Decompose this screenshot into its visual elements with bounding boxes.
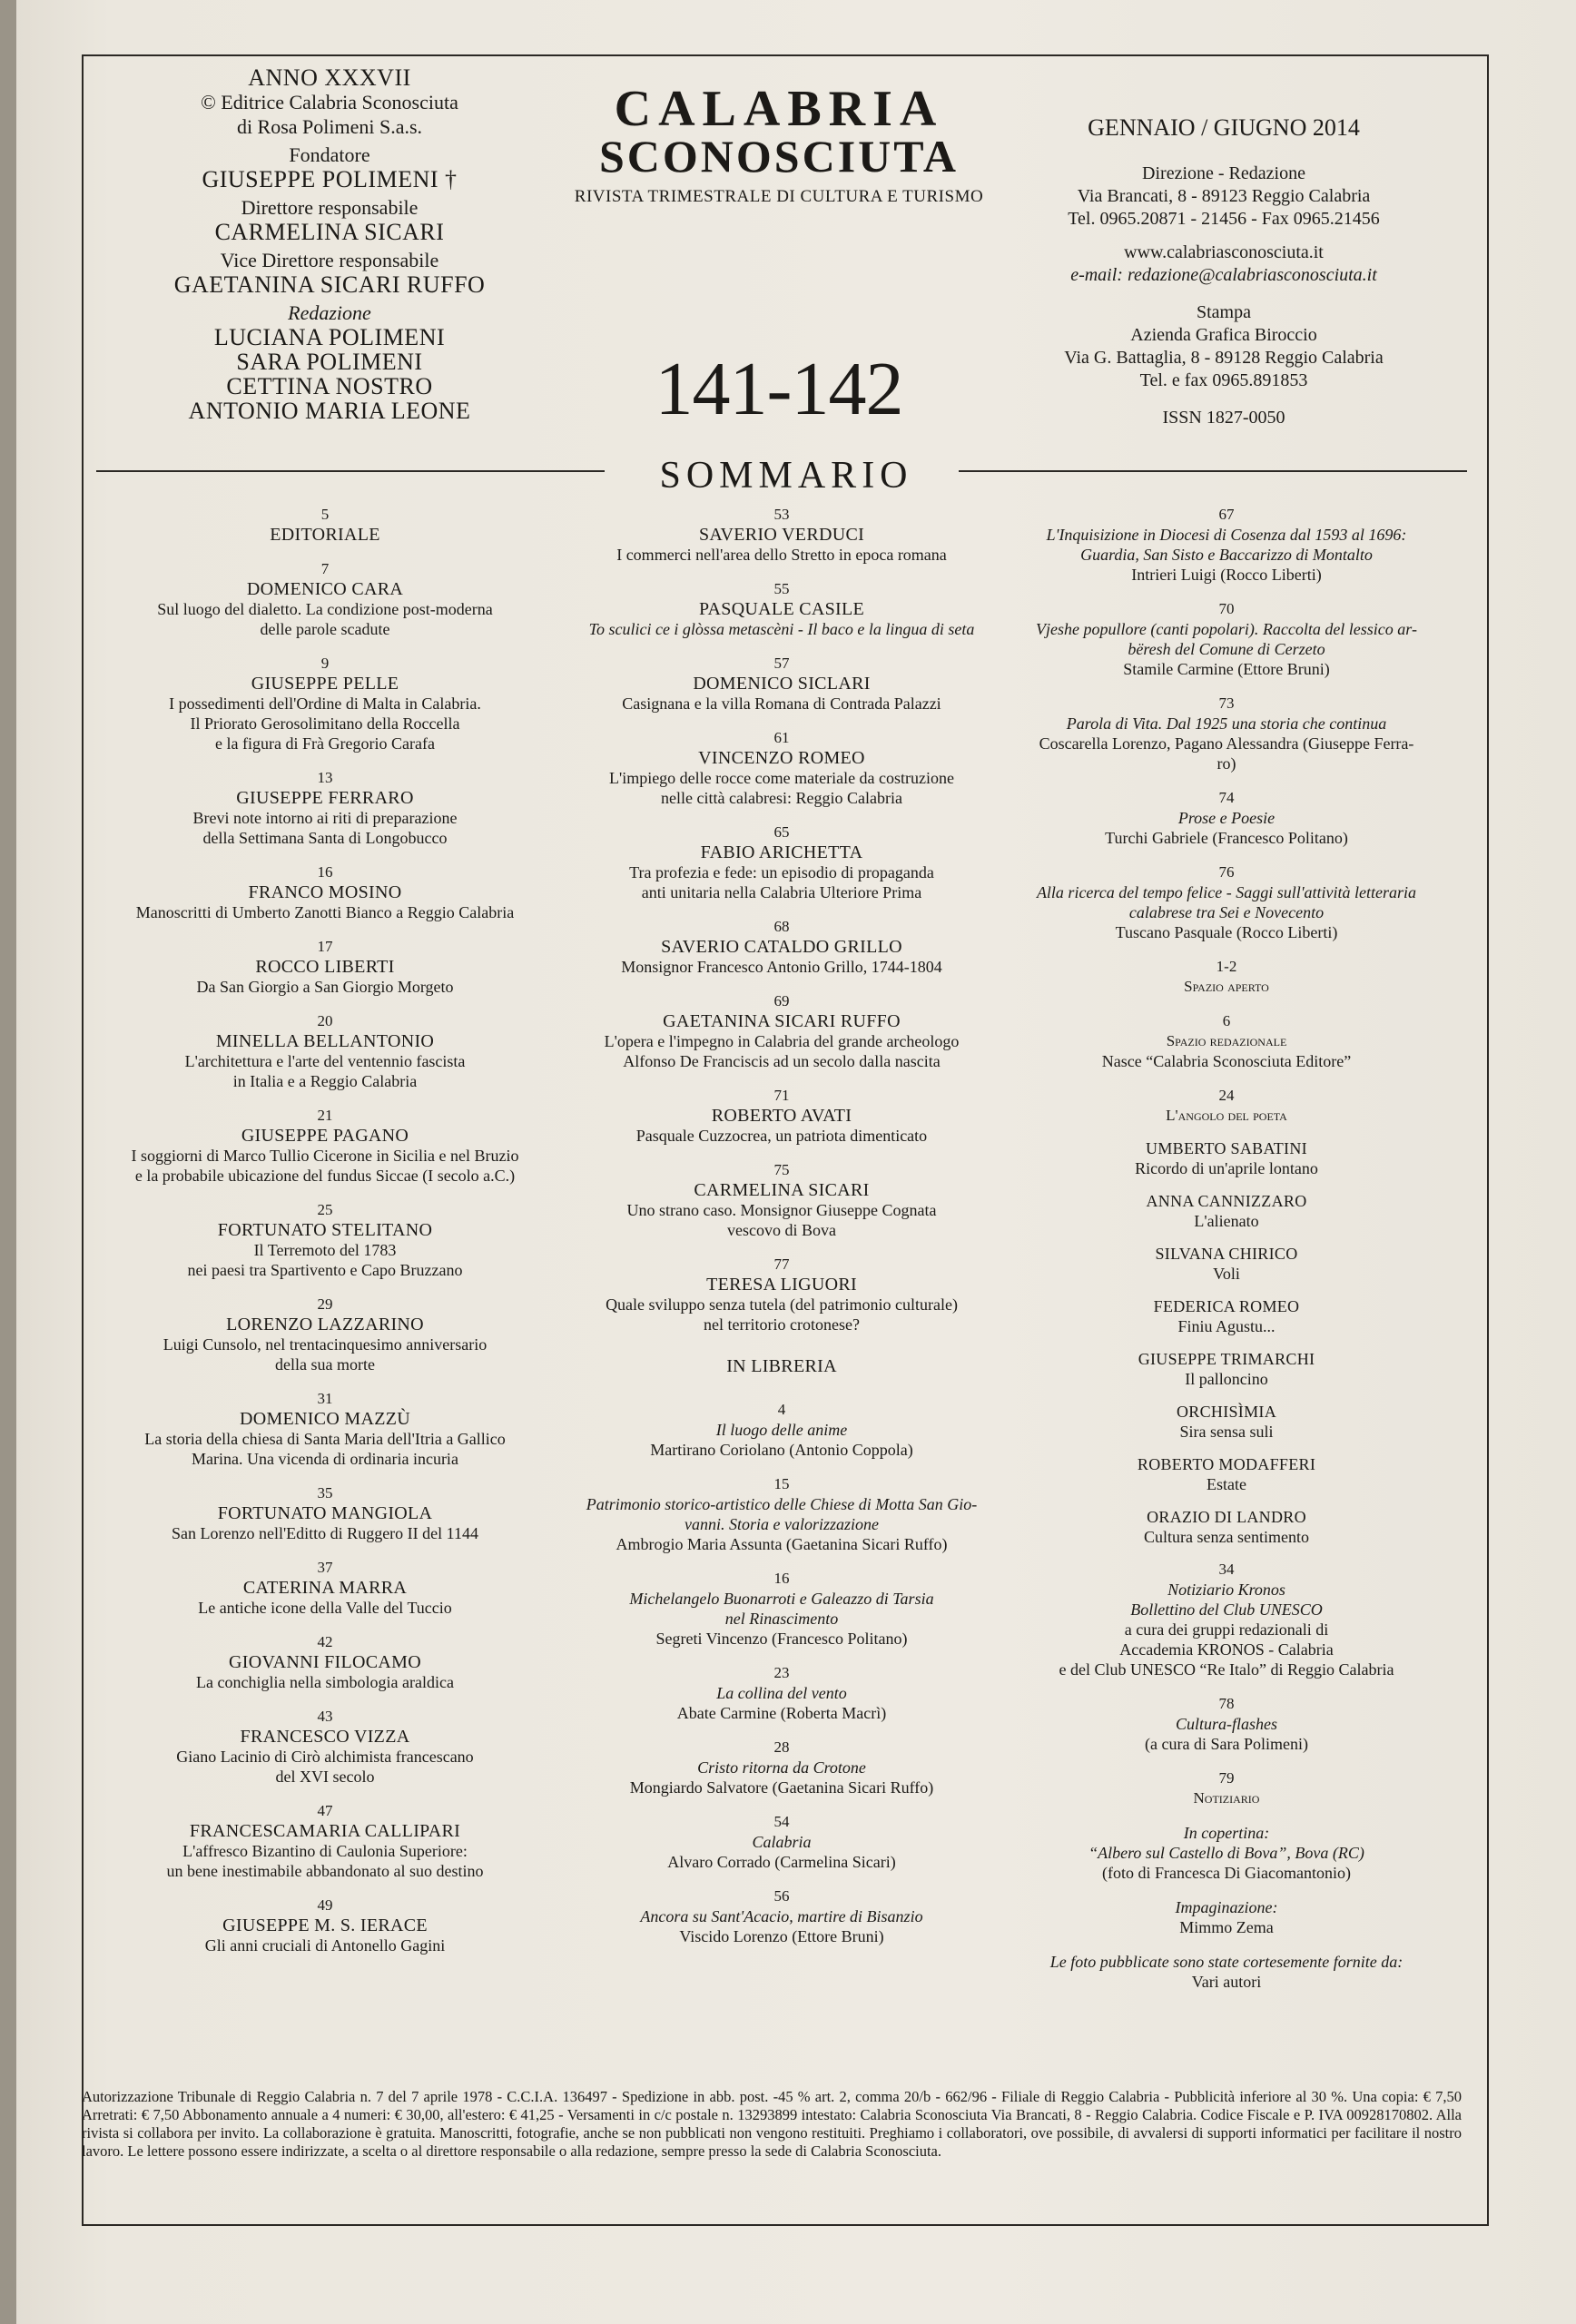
poem-author: ANNA CANNIZZARO	[1146, 1192, 1307, 1210]
toc-author: GIUSEPPE PELLE	[251, 674, 399, 694]
toc-entry	[89, 768, 561, 848]
toc-page: 61	[773, 729, 790, 746]
toc-author: DOMENICO CARA	[246, 579, 404, 599]
toc-title-line: Giano Lacinio di Cirò alchimista francescano	[176, 1748, 474, 1766]
book-byline: Stamile Carmine (Ettore Bruni)	[1123, 660, 1330, 678]
toc-author: FRANCESCAMARIA CALLIPARI	[189, 1821, 461, 1841]
book-byline: Alvaro Corrado (Carmelina Sicari)	[667, 1853, 896, 1871]
issn: ISSN 1827-0050	[1162, 408, 1285, 428]
book-entry	[568, 1400, 995, 1460]
toc-line: Bollettino del Club UNESCO	[1130, 1600, 1323, 1619]
book-title: Patrimonio storico-artistico delle Chiese di Motta San Gio-	[586, 1495, 978, 1513]
toc-title-line: Casignana e la villa Romana di Contrada Palazzi	[622, 694, 941, 713]
sommario-heading	[96, 454, 1476, 499]
toc-page: 74	[1218, 789, 1235, 806]
toc-title-line: Luigi Cunsolo, nel trentacinquesimo anniversario	[163, 1335, 488, 1354]
toc-author: CATERINA MARRA	[242, 1578, 408, 1598]
poem-entry	[1022, 1244, 1431, 1284]
foto-name: Vari autori	[1191, 1973, 1262, 1991]
toc-title-line: I commerci nell'area dello Stretto in epoca romana	[616, 546, 947, 564]
magazine-page	[16, 0, 1576, 2324]
toc-entry	[89, 1200, 561, 1280]
direzione-tel: Tel. 0965.20871 - 21456 - Fax 0965.21456	[1068, 209, 1380, 229]
toc-author: GIUSEPPE PAGANO	[241, 1126, 409, 1146]
toc-page: 21	[317, 1107, 333, 1124]
book-title: Parola di Vita. Dal 1925 una storia che continua	[1066, 714, 1387, 733]
toc-author: LORENZO LAZZARINO	[226, 1315, 424, 1334]
toc-page: 15	[773, 1475, 790, 1492]
legal-footer: Autorizzazione Tribunale di Reggio Calabria n. 7 del 7 aprile 1978 - C.C.I.A. 136497 - Spedizione in abb. post. -45 % art. 2, comma 20/b - 662/96 - Filiale di Reggio Calabria - Pubblicità inferiore al 30 %. Una copia: € 7,50 Arretrati: € 7,50 Abbonamento annuale a 4 numeri: € 30,00, all'estero: € 41,25 - Versamenti in c/c postale n. 13293899 intestato: Calabria Sconosciuta Via Brancati, 8 - Reggio Calabria. Codice Fiscale e P. IVA 00928170802. Alla rivista si collabora per invito. La collaborazione è gratuita. Manoscritti, fotografie, anche se non pubblicati non vengono restituiti. Preghiamo i collaboratori, ove possibile, di avvalersi di supporti informatici per facilitare il nostro lavoro. Le lettere possono essere indirizzate, a scelta o al direttore responsabile o alla redazione, sempre presso la sede di Calabria Sconosciuta.	[82, 2088, 1462, 2160]
toc-page: 29	[317, 1295, 333, 1313]
book-byline-cont: ro)	[1216, 754, 1236, 773]
poem-entry	[1022, 1402, 1431, 1442]
toc-title: Notiziario Kronos	[1167, 1581, 1285, 1599]
toc-page: 79	[1218, 1769, 1235, 1787]
toc-entry	[89, 559, 561, 639]
toc-title-line: e la figura di Frà Gregorio Carafa	[215, 734, 435, 753]
toc-page: 13	[317, 769, 333, 786]
toc-page: 56	[773, 1887, 790, 1905]
poem-author: FEDERICA ROMEO	[1153, 1297, 1300, 1315]
poem-author: ROBERTO MODAFFERI	[1137, 1455, 1316, 1473]
toc-title-line: nelle città calabresi: Reggio Calabria	[661, 789, 902, 807]
toc-page: 49	[317, 1896, 333, 1914]
impaginazione	[1022, 1897, 1431, 1937]
book-byline: Turchi Gabriele (Francesco Politano)	[1105, 829, 1348, 847]
toc-title-line: La conchiglia nella simbologia araldica	[196, 1673, 454, 1691]
toc-title-line: L'architettura e l'arte del ventennio fascista	[184, 1052, 466, 1070]
anno: ANNO XXXVII	[248, 64, 411, 91]
toc-page: 43	[317, 1708, 333, 1725]
fondatore-label: Fondatore	[289, 143, 370, 166]
toc-entry	[89, 654, 561, 753]
toc-page: 53	[773, 506, 790, 523]
stampa-tel: Tel. e fax 0965.891853	[1139, 370, 1308, 390]
book-title: La collina del vento	[716, 1684, 847, 1702]
toc-title-line: anti unitaria nella Calabria Ulteriore Prima	[641, 883, 922, 901]
toc-page: 78	[1218, 1695, 1235, 1712]
toc-page: 35	[317, 1484, 333, 1502]
redazione-member: SARA POLIMENI	[236, 349, 423, 375]
stampa-address: Via G. Battaglia, 8 - 89128 Reggio Calabria	[1064, 348, 1384, 368]
toc-title-line: un bene inestimabile abbandonato al suo destino	[166, 1862, 484, 1880]
toc-author: ROCCO LIBERTI	[255, 957, 395, 977]
toc-page: 6	[1222, 1012, 1231, 1029]
toc-title-line: La storia della chiesa di Santa Maria dell'Itria a Gallico	[144, 1430, 506, 1448]
toc-author: DOMENICO MAZZÙ	[239, 1409, 411, 1429]
poem-title: Voli	[1213, 1265, 1240, 1283]
toc-entry	[89, 1632, 561, 1692]
toc-page: 55	[773, 580, 790, 597]
toc-column-2	[568, 505, 995, 1961]
toc-title-line: Marina. Una vicenda di ordinaria incuria	[192, 1450, 458, 1468]
spazio-redazionale	[1022, 1011, 1431, 1071]
poem-author: UMBERTO SABATINI	[1146, 1139, 1307, 1157]
poem-title: Sira sensa suli	[1179, 1423, 1274, 1441]
toc-entry	[568, 505, 995, 565]
toc-column-1	[89, 505, 561, 1970]
poem-title: Ricordo di un'aprile lontano	[1135, 1159, 1318, 1177]
book-entry	[568, 1474, 995, 1554]
toc-page: 20	[317, 1012, 333, 1029]
section-label: Notiziario	[1193, 1789, 1260, 1807]
poem-author: SILVANA CHIRICO	[1155, 1245, 1298, 1263]
foto-credits	[1022, 1952, 1431, 1992]
fondatore: GIUSEPPE POLIMENI †	[202, 166, 458, 192]
poem-title: Finiu Agustu...	[1177, 1317, 1276, 1335]
toc-title-line: in Italia e a Reggio Calabria	[232, 1072, 418, 1090]
toc-page: 73	[1218, 694, 1235, 712]
book-entry	[1022, 788, 1431, 848]
poem-author: ORCHISÌMIA	[1176, 1403, 1276, 1421]
toc-title-line: To sculici ce i glòssa metascèni - Il baco e la lingua di seta	[588, 620, 975, 638]
toc-page: 77	[773, 1256, 790, 1273]
toc-page: 23	[773, 1664, 790, 1681]
book-entry	[1022, 862, 1431, 942]
book-byline: Intrieri Luigi (Rocco Liberti)	[1131, 566, 1322, 584]
book-byline: Viscido Lorenzo (Ettore Bruni)	[679, 1927, 884, 1945]
toc-entry	[89, 862, 561, 922]
book-title: Ancora su Sant'Acacio, martire di Bisanzio	[640, 1907, 923, 1925]
toc-page: 9	[320, 655, 330, 672]
toc-author: FRANCO MOSINO	[248, 882, 402, 902]
toc-title-line: L'affresco Bizantino di Caulonia Superiore:	[182, 1842, 468, 1860]
toc-title-line: Sul luogo del dialetto. La condizione post-moderna	[157, 600, 493, 618]
toc-entry	[568, 728, 995, 808]
toc-author: VINCENZO ROMEO	[698, 748, 865, 768]
poem-entry	[1022, 1454, 1431, 1494]
toc-page: 69	[773, 992, 790, 1009]
poem-author: GIUSEPPE TRIMARCHI	[1138, 1350, 1315, 1368]
book-title-cont: nel Rinascimento	[724, 1610, 839, 1628]
book-title-cont: Guardia, San Sisto e Baccarizzo di Montalto	[1080, 546, 1373, 564]
poem-entry	[1022, 1296, 1431, 1336]
magazine-logo	[570, 81, 988, 207]
toc-title-line: I soggiorni di Marco Tullio Cicerone in Sicilia e nel Bruzio	[131, 1147, 519, 1165]
logo-row-2: SCONOSCIUTA	[598, 131, 960, 182]
book-title: Prose e Poesie	[1177, 809, 1276, 827]
toc-page: 4	[777, 1401, 786, 1418]
direzione-label: Direzione - Redazione	[1142, 163, 1305, 183]
toc-author: EDITORIALE	[270, 525, 380, 545]
toc-page: 70	[1218, 600, 1235, 617]
toc-title-line: Manoscritti di Umberto Zanotti Bianco a Reggio Calabria	[135, 903, 515, 921]
book-entry	[1022, 599, 1431, 679]
toc-page: 37	[317, 1559, 333, 1576]
toc-entry	[568, 822, 995, 902]
notiziario	[1022, 1768, 1431, 1808]
angolo-poeta	[1022, 1086, 1431, 1126]
toc-entry	[89, 1483, 561, 1543]
stampa-label: Stampa	[1197, 302, 1251, 322]
poem-title: Estate	[1207, 1475, 1246, 1493]
book-title-cont: bëresh del Comune di Cerzeto	[1128, 640, 1325, 658]
stampa-name: Azienda Grafica Biroccio	[1130, 325, 1317, 345]
toc-title-line: nei paesi tra Spartivento e Capo Bruzzano	[187, 1261, 463, 1279]
toc-entry	[89, 1011, 561, 1091]
toc-title-line: della sua morte	[275, 1355, 375, 1374]
toc-page: 16	[773, 1570, 790, 1587]
toc-title-line: del XVI secolo	[275, 1768, 375, 1786]
section-line: Nasce “Calabria Sconosciuta Editore”	[1101, 1052, 1352, 1070]
redazione-member: CETTINA NOSTRO	[226, 373, 433, 399]
toc-title-line: I possedimenti dell'Ordine di Malta in Calabria.	[169, 694, 481, 713]
toc-title-line: delle parole scadute	[260, 620, 390, 638]
toc-entry	[89, 937, 561, 997]
direzione-address: Via Brancati, 8 - 89123 Reggio Calabria	[1077, 186, 1371, 206]
toc-page: 68	[773, 918, 790, 935]
issue-date: GENNAIO / GIUGNO 2014	[1088, 114, 1360, 141]
toc-title-line: L'impiego delle rocce come materiale da costruzione	[608, 769, 955, 787]
poem-entry	[1022, 1191, 1431, 1231]
spazio-aperto	[1022, 957, 1431, 997]
toc-line: a cura dei gruppi redazionali di	[1124, 1620, 1329, 1639]
book-byline: Martirano Coriolano (Antonio Coppola)	[650, 1441, 913, 1459]
book-title: L'Inquisizione in Diocesi di Cosenza dal 1593 al 1696:	[1046, 526, 1407, 544]
book-title: Calabria	[752, 1833, 812, 1851]
toc-page: 17	[317, 938, 333, 955]
section-label: Spazio aperto	[1184, 978, 1269, 995]
masthead-left	[98, 65, 561, 423]
toc-author: PASQUALE CASILE	[698, 599, 865, 619]
book-entry	[568, 1738, 995, 1797]
toc-title-line: vescovo di Bova	[727, 1221, 836, 1239]
issue-number: 141-142	[655, 347, 903, 431]
foto-label: Le foto pubblicate sono state cortesemente fornite da:	[1049, 1953, 1404, 1971]
book-byline: Mongiardo Salvatore (Gaetanina Sicari Ruffo)	[629, 1778, 934, 1797]
in-libreria-title: IN LIBRERIA	[726, 1356, 837, 1376]
book-entry	[568, 1812, 995, 1872]
toc-author: GIUSEPPE M. S. IERACE	[222, 1915, 428, 1935]
toc-title-line: Il Terremoto del 1783	[253, 1241, 397, 1259]
toc-author: MINELLA BELLANTONIO	[215, 1031, 435, 1051]
book-entry	[568, 1663, 995, 1723]
toc-entry	[568, 1086, 995, 1146]
toc-entry	[89, 505, 561, 545]
toc-page: 47	[317, 1802, 333, 1819]
toc-page: 54	[773, 1813, 790, 1830]
toc-entry	[89, 1106, 561, 1186]
toc-author: SAVERIO VERDUCI	[698, 525, 865, 545]
book-title: Michelangelo Buonarroti e Galeazzo di Tarsia	[629, 1590, 934, 1608]
toc-entry	[568, 579, 995, 639]
book-byline: Coscarella Lorenzo, Pagano Alessandra (Giuseppe Ferra-	[1039, 734, 1414, 753]
toc-title-line: Gli anni cruciali di Antonello Gagini	[204, 1936, 446, 1955]
toc-page: 5	[320, 506, 330, 523]
toc-title-line: Tra profezia e fede: un episodio di propaganda	[629, 863, 934, 881]
toc-author: ROBERTO AVATI	[711, 1106, 852, 1126]
toc-author: GAETANINA SICARI RUFFO	[663, 1011, 901, 1031]
toc-entry	[89, 1707, 561, 1787]
copertina-line-2: (foto di Francesca Di Giacomantonio)	[1102, 1864, 1351, 1882]
direttore-label: Direttore responsabile	[241, 196, 419, 219]
cultura-flashes	[1022, 1694, 1431, 1754]
logo-subtitle: RIVISTA TRIMESTRALE DI CULTURA E TURISMO	[574, 187, 984, 206]
toc-title-line: Brevi note intorno ai riti di preparazione	[192, 809, 458, 827]
toc-title-line: Il Priorato Gerosolimitano della Roccella	[190, 714, 460, 733]
vice-direttore: GAETANINA SICARI RUFFO	[173, 271, 486, 298]
toc-author: DOMENICO SICLARI	[693, 674, 871, 694]
website: www.calabriasconosciuta.it	[1124, 242, 1324, 262]
toc-page: 16	[317, 863, 333, 881]
toc-title-line: Da San Giorgio a San Giorgio Morgeto	[196, 978, 454, 996]
toc-author: FABIO ARICHETTA	[700, 842, 863, 862]
toc-author: FORTUNATO MANGIOLA	[217, 1503, 433, 1523]
notiziario-kronos	[1022, 1560, 1431, 1679]
poem-title: L'alienato	[1194, 1212, 1259, 1230]
toc-title-line: Alfonso De Franciscis ad un secolo dalla nascita	[623, 1052, 941, 1070]
toc-page: 34	[1218, 1561, 1235, 1578]
book-title: Il luogo delle anime	[715, 1421, 848, 1439]
toc-column-3	[1022, 505, 1431, 2006]
toc-title: Cultura-flashes	[1175, 1715, 1277, 1733]
book-title-cont: vanni. Storia e valorizzazione	[685, 1515, 879, 1533]
book-byline: Abate Carmine (Roberta Macrì)	[676, 1704, 887, 1722]
toc-entry	[568, 654, 995, 714]
poem-title: Cultura senza sentimento	[1144, 1528, 1309, 1546]
toc-title-line: e la probabile ubicazione del fundus Siccae (I secolo a.C.)	[134, 1167, 516, 1185]
toc-title-line: Pasquale Cuzzocrea, un patriota dimenticato	[635, 1127, 928, 1145]
toc-title-line: L'opera e l'impegno in Calabria del grande archeologo	[604, 1032, 960, 1050]
toc-entry	[89, 1801, 561, 1881]
toc-title-line: della Settimana Santa di Longobucco	[202, 829, 448, 847]
toc-author: TERESA LIGUORI	[706, 1275, 857, 1295]
toc-page: 7	[320, 560, 330, 577]
toc-author: FORTUNATO STELITANO	[217, 1220, 433, 1240]
impaginazione-label: Impaginazione:	[1175, 1898, 1278, 1916]
toc-title-line: Uno strano caso. Monsignor Giuseppe Cognata	[626, 1201, 937, 1219]
toc-page: 28	[773, 1738, 790, 1756]
toc-line: (a cura di Sara Polimeni)	[1145, 1735, 1308, 1753]
toc-title-line: San Lorenzo nell'Editto di Ruggero II del 1144	[171, 1524, 478, 1542]
toc-page: 25	[317, 1201, 333, 1218]
vice-direttore-label: Vice Direttore responsabile	[220, 249, 439, 271]
toc-author: GIOVANNI FILOCAMO	[229, 1652, 421, 1672]
toc-title-line: Monsignor Francesco Antonio Grillo, 1744-1804	[621, 958, 942, 976]
toc-line: Accademia KRONOS - Calabria	[1119, 1640, 1334, 1659]
poem-entry	[1022, 1349, 1431, 1389]
toc-page: 67	[1218, 506, 1235, 523]
toc-page: 1-2	[1216, 958, 1237, 975]
book-title: Vjeshe popullore (canti popolari). Raccolta del lessico ar-	[1036, 620, 1417, 638]
toc-author: CARMELINA SICARI	[694, 1180, 870, 1200]
book-entry	[568, 1886, 995, 1946]
toc-author: FRANCESCO VIZZA	[240, 1727, 410, 1747]
sommario-title: SOMMARIO	[659, 455, 913, 497]
impaginazione-name: Mimmo Zema	[1179, 1918, 1274, 1936]
copertina-line-1: “Albero sul Castello di Bova”, Bova (RC)	[1088, 1844, 1364, 1862]
poem-entry	[1022, 1507, 1431, 1547]
toc-title-line: nel territorio crotonese?	[704, 1315, 860, 1334]
poem-entry	[1022, 1138, 1431, 1178]
toc-author: GIUSEPPE FERRARO	[236, 788, 414, 808]
redazione-label: Redazione	[288, 301, 371, 324]
section-label: L'angolo del poeta	[1166, 1107, 1287, 1124]
poem-title: Il palloncino	[1185, 1370, 1268, 1388]
toc-entry	[89, 1295, 561, 1374]
poem-author: ORAZIO DI LANDRO	[1147, 1508, 1306, 1526]
toc-entry	[568, 1160, 995, 1240]
toc-page: 76	[1218, 863, 1235, 881]
toc-entry	[89, 1558, 561, 1618]
book-title: Alla ricerca del tempo felice - Saggi sull'attività letteraria	[1036, 883, 1417, 901]
book-title-cont: calabrese tra Sei e Novecento	[1128, 903, 1325, 921]
book-entry	[1022, 505, 1431, 585]
toc-page: 24	[1218, 1087, 1235, 1104]
direttore: CARMELINA SICARI	[214, 219, 445, 245]
book-byline: Ambrogio Maria Assunta (Gaetanina Sicari Ruffo)	[616, 1535, 948, 1553]
toc-page: 71	[773, 1087, 790, 1104]
toc-page: 75	[773, 1161, 790, 1178]
toc-line: e del Club UNESCO “Re Italo” di Reggio Calabria	[1059, 1660, 1394, 1679]
editrice-line-2: di Rosa Polimeni S.a.s.	[236, 115, 423, 138]
book-entry	[568, 1569, 995, 1649]
redazione-member: LUCIANA POLIMENI	[213, 324, 446, 350]
toc-page: 65	[773, 823, 790, 841]
toc-entry	[568, 991, 995, 1071]
toc-page: 31	[317, 1390, 333, 1407]
book-byline: Segreti Vincenzo (Francesco Politano)	[655, 1630, 908, 1648]
editrice-line-1: © Editrice Calabria Sconosciuta	[201, 91, 458, 113]
toc-entry	[89, 1389, 561, 1469]
copertina	[1022, 1823, 1431, 1883]
book-byline: Tuscano Pasquale (Rocco Liberti)	[1115, 923, 1338, 941]
section-label: Spazio redazionale	[1166, 1032, 1287, 1049]
toc-entry	[568, 917, 995, 977]
toc-page: 42	[317, 1633, 333, 1650]
email: e-mail: redazione@calabriasconosciuta.it	[1070, 265, 1377, 285]
copertina-label: In copertina:	[1183, 1824, 1270, 1842]
toc-title-line: Le antiche icone della Valle del Tuccio	[198, 1599, 452, 1617]
book-title: Cristo ritorna da Crotone	[697, 1758, 866, 1777]
toc-page: 57	[773, 655, 790, 672]
redazione-member: ANTONIO MARIA LEONE	[188, 398, 471, 424]
toc-title-line: Quale sviluppo senza tutela (del patrimonio culturale)	[606, 1295, 958, 1314]
masthead-right	[1033, 116, 1414, 429]
toc-entry	[568, 1255, 995, 1334]
book-entry	[1022, 694, 1431, 773]
logo-row-1: CALABRIA	[614, 81, 944, 137]
toc-author: SAVERIO CATALDO GRILLO	[661, 937, 902, 957]
toc-entry	[89, 1896, 561, 1955]
